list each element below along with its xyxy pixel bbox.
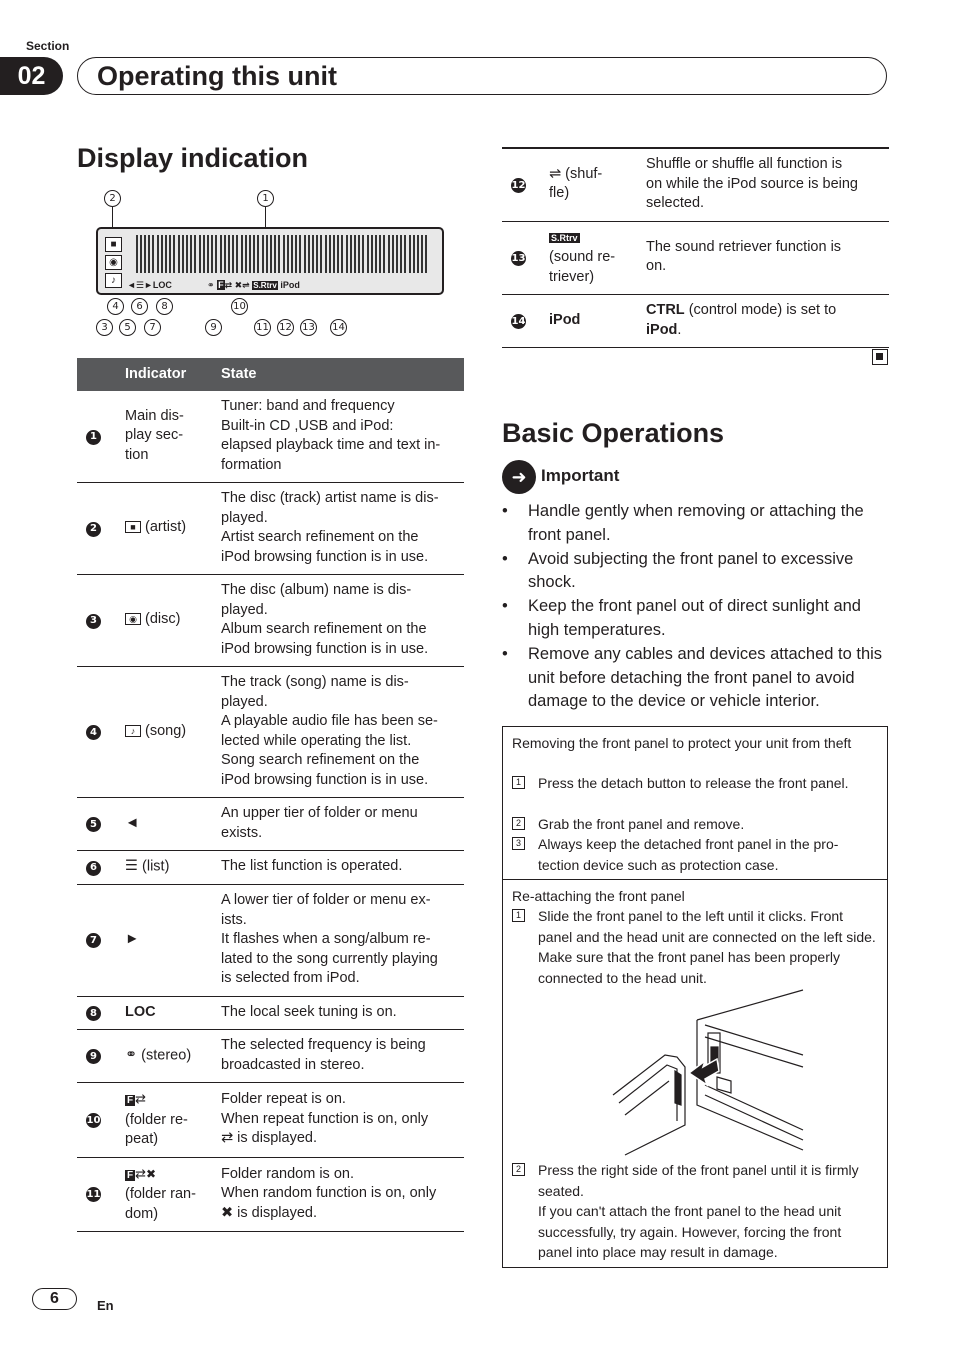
indicator-cell: Main dis- play sec- tion	[125, 391, 221, 483]
folder-repeat-icon: F ⇄	[127, 1091, 147, 1107]
state-cell-tail: is displayed.	[233, 1204, 317, 1221]
callout-3: 3	[96, 319, 113, 336]
state-cell: A lower tier of folder or menu ex- ists. It flashes when a song/album re- lated to the song currently playing is selected from iPod.	[221, 885, 464, 997]
removing-step: 1 Press the detach button to release the front panel.	[512, 773, 878, 794]
list-item: • Keep the front panel out of direct sunlight and high temperatures.	[502, 595, 894, 643]
display-indication-title: Display indication	[77, 143, 309, 173]
song-icon: ♪	[125, 725, 141, 737]
indicator-table-continued	[502, 147, 889, 348]
state-cell: The disc (track) artist name is dis- played. Artist search refinement on the iPod browsing function is in use.	[221, 483, 464, 575]
song-icon: ♪	[105, 273, 122, 288]
row-number: 12	[511, 178, 526, 193]
callout-9: 9	[205, 319, 222, 336]
state-cell: The selected frequency is being broadcasted in stereo.	[221, 1030, 464, 1083]
callout-4: 4	[107, 298, 124, 315]
indicator-cell: (list)	[138, 858, 170, 875]
indicator-cell: (shuf- fle)	[549, 165, 603, 202]
state-cell: The track (song) name is dis- played. A playable audio file has been se- lected while operating the list. Song search refinement on the iPod browsing function is in use.	[221, 667, 464, 798]
table-row	[77, 1157, 464, 1232]
srtrv-icon: S.Rtrv	[253, 281, 277, 290]
list-item: • Avoid subjecting the front panel to excessive shock.	[502, 548, 894, 596]
indicator-cell: ►	[125, 885, 221, 997]
table-row	[77, 575, 464, 667]
row-number: 14	[511, 314, 526, 329]
callout-13: 13	[300, 319, 317, 336]
indicator-table	[77, 358, 464, 1232]
callout-5: 5	[119, 319, 136, 336]
artist-icon: ■	[125, 521, 141, 533]
callout-6: 6	[131, 298, 148, 315]
state-cell: Folder repeat is on. When repeat function is on, only	[221, 1091, 429, 1127]
table-row	[77, 996, 464, 1030]
indicator-cell: LOC	[125, 996, 221, 1030]
state-cell: The sound retriever function is on.	[646, 221, 889, 295]
repeat-icon: ⇄	[224, 280, 233, 290]
table-row	[77, 851, 464, 885]
lcd-ipod-label: iPod	[280, 280, 300, 290]
section-number-badge: 02	[0, 57, 63, 95]
lcd-mode-indicators	[207, 280, 300, 291]
table-row	[77, 667, 464, 798]
important-pin-icon: ➜	[502, 460, 536, 494]
state-cell: CTRL (control mode) is set to iPod.	[646, 295, 889, 348]
state-cell: The local seek tuning is on.	[221, 996, 464, 1030]
table-row	[77, 885, 464, 997]
table-row	[77, 798, 464, 851]
disc-icon: ◉	[125, 613, 141, 625]
section-label: Section	[26, 39, 70, 53]
callout-1: 1	[257, 190, 274, 207]
removing-heading: Removing the front panel to protect your unit from theft	[512, 735, 852, 751]
reattaching-step: 2 Press the right side of the front panel until it is firmly seated. If you can't attach the front panel to the head unit successfully, try again. However, forcing the front panel into place may result in damage.	[512, 1160, 878, 1263]
indicator-cell: (artist)	[141, 519, 187, 536]
callout-8: 8	[156, 298, 173, 315]
page-number: 6	[32, 1288, 77, 1310]
table-row	[77, 391, 464, 483]
callout-11: 11	[254, 319, 271, 336]
artist-icon: ■	[105, 237, 122, 252]
indicator-cell: (song)	[141, 722, 187, 739]
language-label: En	[97, 1298, 114, 1313]
removing-step: 3 Always keep the detached front panel in the pro-tection device such as protection case.	[512, 834, 878, 875]
row-number: 13	[511, 251, 526, 266]
repeat-icon: ⇄	[221, 1130, 234, 1147]
indicator-cell: (disc)	[141, 611, 181, 628]
state-cell-tail: is displayed.	[233, 1130, 317, 1147]
basic-operations-title: Basic Operations	[502, 418, 725, 448]
state-cell: Shuffle or shuffle all function is on while the iPod source is being selected.	[646, 148, 889, 221]
indicator-cell: (stereo)	[137, 1047, 192, 1064]
indicator-cell: (folder re- peat)	[125, 1111, 188, 1148]
lcd-list-indicators	[127, 280, 172, 291]
list-item: • Remove any cables and devices attached to this unit before detaching the front panel to avoid damage to the device or vehicle interior.	[502, 643, 894, 714]
table-header-row	[77, 358, 464, 391]
folder-f-icon: F	[218, 280, 224, 290]
end-of-section-mark	[872, 349, 888, 365]
callout-14: 14	[330, 319, 347, 336]
row-number: 2	[86, 522, 101, 537]
indicator-cell: iPod	[549, 295, 646, 348]
left-arrow-icon: ◄	[127, 280, 136, 290]
srtrv-icon: S.Rtrv	[551, 232, 578, 243]
indicator-cell: (folder ran- dom)	[125, 1186, 196, 1222]
lcd-main-segments	[136, 235, 435, 273]
important-label: Important	[541, 466, 620, 485]
stereo-icon: ⚭	[207, 280, 215, 290]
row-number: 3	[86, 614, 101, 629]
random-icon: ✖	[234, 280, 243, 290]
indicator-cell: ◄	[125, 798, 221, 851]
removing-step: 2 Grab the front panel and remove.	[512, 814, 878, 835]
state-cell: Tuner: band and frequency Built-in CD ,USB and iPod: elapsed playback time and text in- formation	[221, 391, 464, 483]
state-cell: The disc (album) name is dis- played. Album search refinement on the iPod browsing function is in use.	[221, 575, 464, 667]
row-number: 9	[86, 1049, 101, 1064]
table-row	[77, 1083, 464, 1158]
row-number: 4	[86, 725, 101, 740]
state-cell: Folder random is on. When random function is on, only	[221, 1165, 437, 1202]
folder-random-icon: F ⇄✖	[127, 1165, 157, 1181]
random-icon: ✖	[221, 1204, 234, 1221]
table-row	[77, 483, 464, 575]
chapter-title: Operating this unit	[97, 61, 337, 91]
indicator-cell: (sound re- triever)	[549, 249, 616, 285]
list-icon: ☰	[125, 858, 138, 874]
row-number: 1	[86, 430, 101, 445]
indicator-column-header: Indicator	[125, 358, 221, 391]
table-row	[502, 148, 889, 221]
reattaching-step: 1 Slide the front panel to the left until it clicks. Front panel and the head unit are connected on the left side. Make sure that the front panel has been properly connected to the head unit.	[512, 906, 878, 988]
shuffle-icon: ⇌	[549, 165, 562, 182]
callout-7: 7	[144, 319, 161, 336]
state-cell: An upper tier of folder or menu exists.	[221, 798, 464, 851]
callout-12: 12	[277, 319, 294, 336]
state-column-header: State	[221, 358, 464, 391]
state-cell: The list function is operated.	[221, 851, 464, 885]
front-panel-illustration	[605, 985, 810, 1160]
important-list	[502, 500, 894, 714]
reattaching-heading: Re-attaching the front panel	[512, 888, 685, 904]
right-arrow-icon: ►	[144, 280, 153, 290]
list-icon: ☰	[135, 280, 144, 290]
shuffle-icon: ⇌	[242, 280, 250, 290]
row-number: 5	[86, 817, 101, 832]
callout-10: 10	[231, 298, 248, 315]
callout-2: 2	[104, 190, 121, 207]
row-number: 8	[86, 1006, 101, 1021]
list-item: • Handle gently when removing or attaching the front panel.	[502, 500, 894, 548]
disc-icon: ◉	[105, 255, 122, 270]
table-row	[502, 221, 889, 295]
table-row	[77, 1030, 464, 1083]
row-number: 11	[86, 1187, 101, 1202]
lcd-loc-label: LOC	[152, 280, 172, 290]
row-number: 10	[86, 1113, 101, 1128]
procedure-divider	[502, 879, 888, 880]
row-number: 7	[86, 933, 101, 948]
table-row	[502, 295, 889, 348]
stereo-icon: ⚭	[125, 1046, 138, 1063]
row-number: 6	[86, 861, 101, 876]
